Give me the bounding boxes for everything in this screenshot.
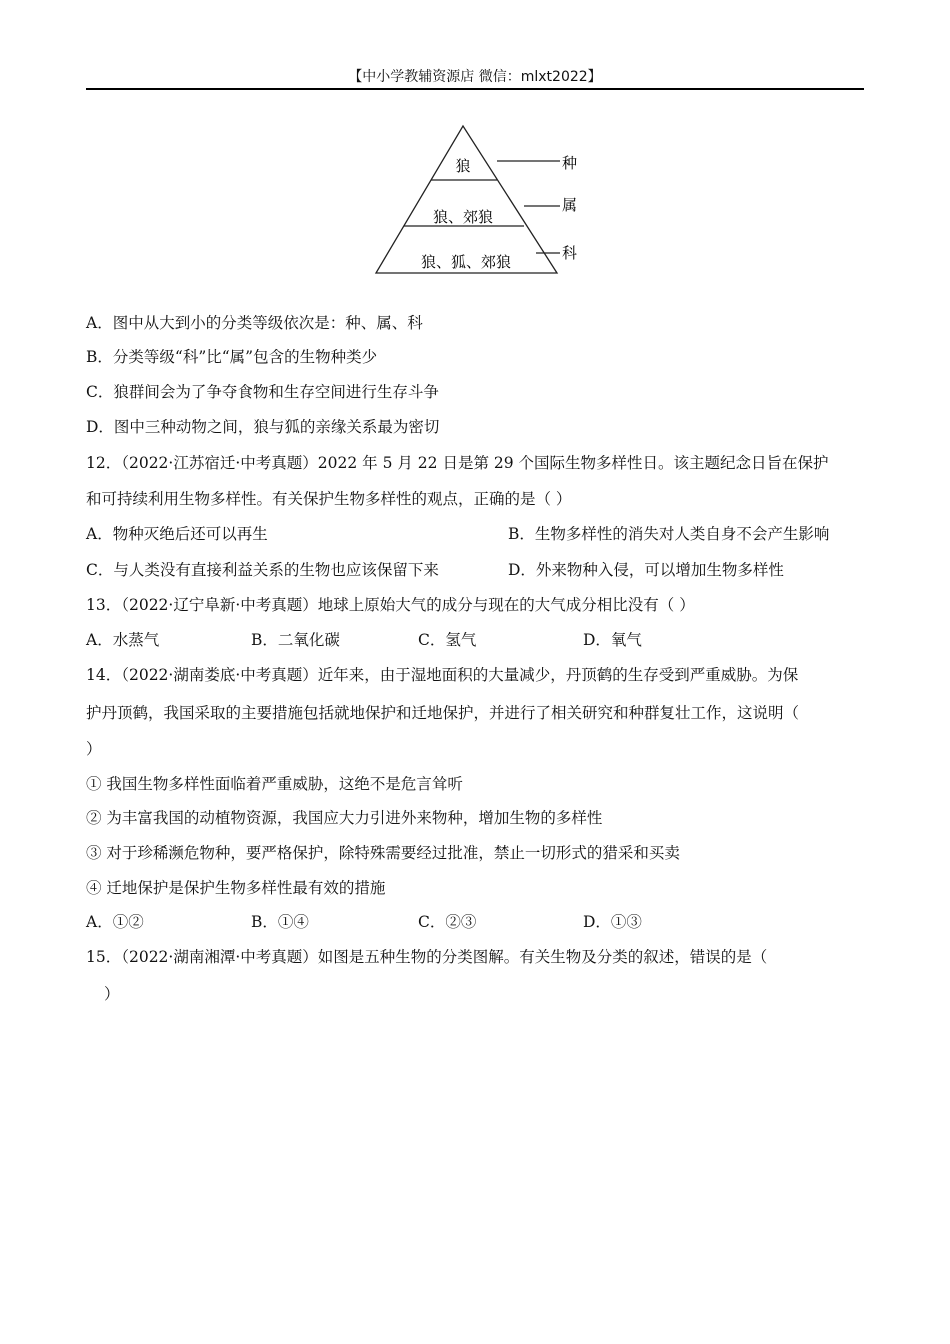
q12-option-c: C．与人类没有直接利益关系的生物也应该保留下来 xyxy=(86,561,439,579)
q11-option-c: C．狼群间会为了争夺食物和生存空间进行生存斗争 xyxy=(86,383,439,401)
q11-option-b: B．分类等级“科”比“属”包含的生物种类少 xyxy=(86,348,378,366)
q14-statement-1: ① 我国生物多样性面临着严重威胁，这绝不是危言耸听 xyxy=(86,775,463,793)
q13-option-c: C．氢气 xyxy=(418,631,477,649)
q13-option-a: A．水蒸气 xyxy=(86,631,160,649)
q14-statement-4: ④ 迁地保护是保护生物多样性最有效的措施 xyxy=(86,879,386,897)
q14-stem-line2: 护丹顶鹤，我国采取的主要措施包括就地保护和迁地保护，并进行了相关研究和种群复壮工作，这说明（ xyxy=(86,704,800,722)
q12-option-b: B．生物多样性的消失对人类自身不会产生影响 xyxy=(508,525,830,543)
page-header xyxy=(86,64,864,90)
rank-label-species: 种 xyxy=(562,154,578,172)
q14-statement-3: ③ 对于珍稀濒危物种，要严格保护，除特殊需要经过批准，禁止一切形式的猎采和买卖 xyxy=(86,844,680,862)
q11-option-a: A．图中从大到小的分类等级依次是：种、属、科 xyxy=(86,314,423,332)
q14-option-c: C．②③ xyxy=(418,913,477,931)
q12-stem-line1: 12．（2022·江苏宿迁·中考真题）2022 年 5 月 22 日是第 29 个国际生物多样性日。该主题纪念日旨在保护 xyxy=(86,454,829,472)
level-genus-text: 狼、郊狼 xyxy=(432,208,494,226)
level-family-text: 狼、狐、郊狼 xyxy=(420,253,512,271)
rank-label-genus: 属 xyxy=(562,196,578,214)
q15-stem-line1: 15．（2022·湖南湘潭·中考真题）如图是五种生物的分类图解。有关生物及分类的叙述，错误的是（ xyxy=(86,948,768,966)
q14-option-d: D．①③ xyxy=(583,913,642,931)
q12-stem-line2: 和可持续利用生物多样性。有关保护生物多样性的观点，正确的是（ ） xyxy=(86,490,572,508)
rank-label-family: 科 xyxy=(562,244,578,262)
q14-stem-line1: 14．（2022·湖南娄底·中考真题）近年来，由于湿地面积的大量减少，丹顶鹤的生存受到严重威胁。为保 xyxy=(86,666,799,684)
level-species-text: 狼 xyxy=(455,157,471,175)
q14-statement-2: ② 为丰富我国的动植物资源，我国应大力引进外来物种，增加生物的多样性 xyxy=(86,809,603,827)
q14-option-a: A．①② xyxy=(86,913,144,931)
q11-option-d: D．图中三种动物之间，狼与狐的亲缘关系最为密切 xyxy=(86,418,440,436)
q12-option-d: D．外来物种入侵，可以增加生物多样性 xyxy=(508,561,784,579)
q13-option-d: D．氧气 xyxy=(583,631,642,649)
header-text: 【中小学教辅资源店 微信：mlxt2022】 xyxy=(348,69,602,85)
classification-pyramid-diagram xyxy=(360,116,600,286)
q14-option-b: B．①④ xyxy=(251,913,309,931)
pyramid-outline xyxy=(376,126,557,273)
q14-stem-line3: ） xyxy=(86,740,102,758)
q13-stem: 13．（2022·辽宁阜新·中考真题）地球上原始大气的成分与现在的大气成分相比没有（ ） xyxy=(86,596,695,614)
q15-stem-line2: ） xyxy=(104,985,120,1003)
q13-option-b: B．二氧化碳 xyxy=(251,631,340,649)
q12-option-a: A．物种灭绝后还可以再生 xyxy=(86,525,268,543)
